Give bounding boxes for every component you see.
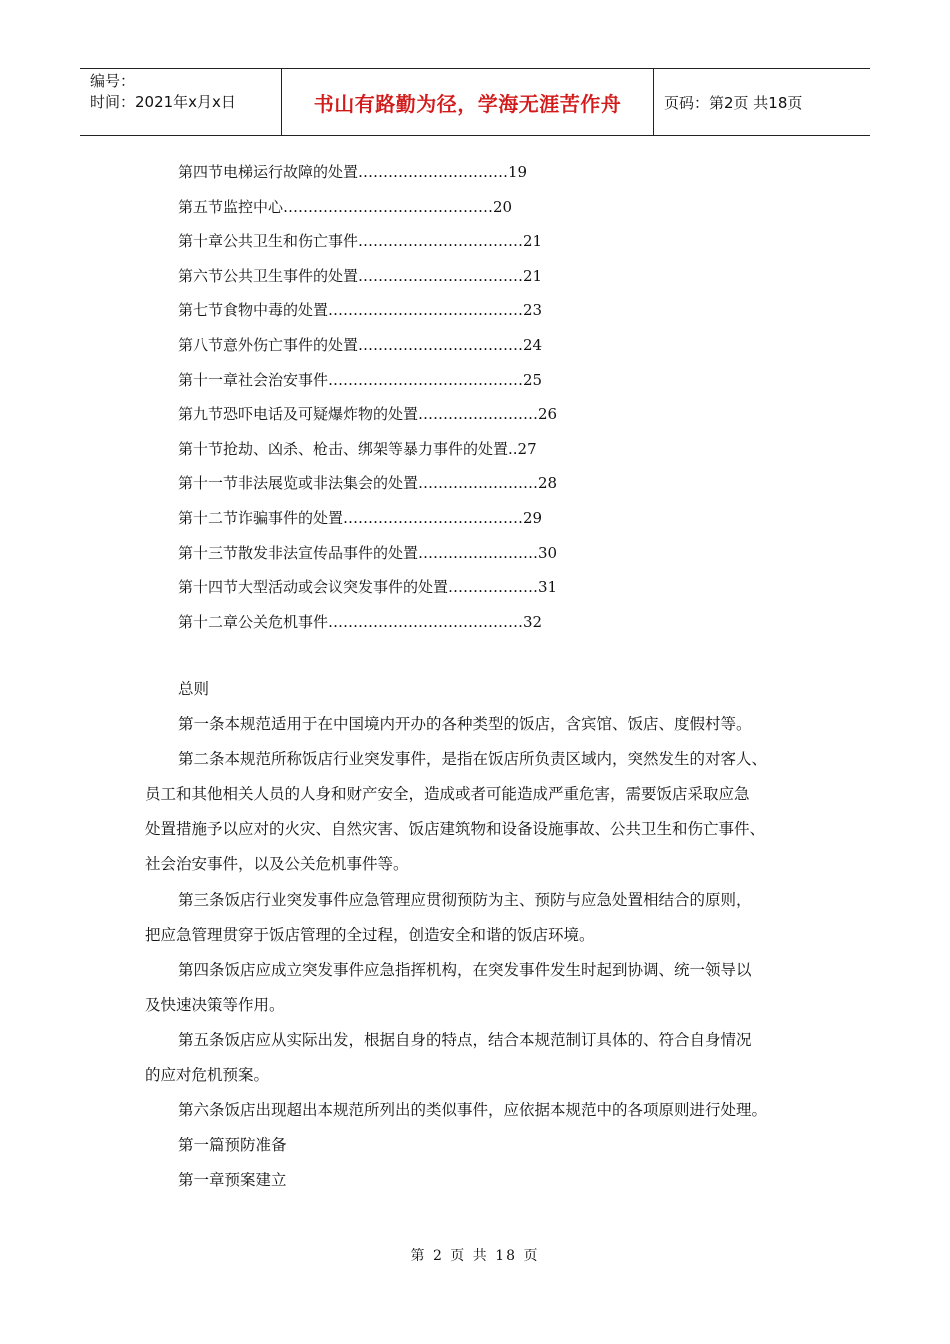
body-paragraph-line: 第六条饭店出现超出本规范所列出的类似事件，应依据本规范中的各项原则进行处理。 xyxy=(178,1101,768,1120)
table-of-contents xyxy=(178,158,818,642)
body-paragraph-line: 员工和其他相关人员的人身和财产安全，造成或者可能造成严重危害，需要饭店采取应急 xyxy=(145,785,750,804)
toc-entry: 第十三节散发非法宣传品事件的处置……………………30 xyxy=(178,543,558,562)
body-paragraph-line: 社会治安事件，以及公关危机事件等。 xyxy=(145,855,409,874)
toc-entry: 第十二章公关危机事件…………………………………32 xyxy=(178,612,543,631)
toc-entry: 第十章公共卫生和伤亡事件……………………………21 xyxy=(178,232,543,251)
body-paragraph-line: 第五条饭店应从实际出发，根据自身的特点，结合本规范制订具体的、符合自身情况 xyxy=(178,1030,752,1049)
toc-entry: 第十四节大型活动或会议突发事件的处置………………31 xyxy=(178,578,558,597)
header-motto: 书山有路勤为径，学海无涯苦作舟 xyxy=(282,69,654,135)
section-heading-general: 总则 xyxy=(178,680,210,698)
toc-entry: 第十二节诈骗事件的处置………………………………29 xyxy=(178,508,543,527)
body-paragraph-line: 处置措施予以应对的火灾、自然灾害、饭店建筑物和设备设施事故、公共卫生和伤亡事件、 xyxy=(145,820,766,839)
part-heading: 第一篇预防准备 xyxy=(178,1136,287,1155)
toc-entry: 第十一节非法展览或非法集会的处置……………………28 xyxy=(178,474,558,493)
toc-entry: 第七节食物中毒的处置…………………………………23 xyxy=(178,301,543,320)
body-paragraph-line: 的应对危机预案。 xyxy=(145,1066,270,1085)
document-body xyxy=(145,674,825,1200)
body-paragraph-line: 第三条饭店行业突发事件应急管理应贯彻预防为主、预防与应急处置相结合的原则， xyxy=(178,890,752,909)
page-header xyxy=(80,68,870,136)
toc-entry: 第四节电梯运行故障的处置…………………………19 xyxy=(178,163,528,181)
body-paragraph-line: 第四条饭店应成立突发事件应急指挥机构，在突发事件发生时起到协调、统一领导以 xyxy=(178,960,752,979)
body-paragraph-line: 及快速决策等作用。 xyxy=(145,995,285,1014)
toc-entry: 第六节公共卫生事件的处置……………………………21 xyxy=(178,266,543,285)
chapter-heading: 第一章预案建立 xyxy=(178,1171,287,1190)
toc-entry: 第十节抢劫、凶杀、枪击、绑架等暴力事件的处置..27 xyxy=(178,439,537,458)
document-date: 时间：2021年x月x日 xyxy=(90,93,236,111)
header-page-info: 页码：第2页 共18页 xyxy=(664,93,803,112)
toc-entry: 第八节意外伤亡事件的处置……………………………24 xyxy=(178,335,543,354)
header-meta xyxy=(80,69,282,135)
page-footer: 第 2 页 共 18 页 xyxy=(410,1248,540,1264)
toc-entry: 第五节监控中心……………………………………20 xyxy=(178,197,513,216)
body-paragraph-line: 把应急管理贯穿于饭店管理的全过程，创造安全和谐的饭店环境。 xyxy=(145,925,595,944)
document-number-label: 编号： xyxy=(90,72,136,90)
body-paragraph-line: 第一条本规范适用于在中国境内开办的各种类型的饭店，含宾馆、饭店、度假村等。 xyxy=(178,715,752,734)
toc-entry: 第九节恐吓电话及可疑爆炸物的处置……………………26 xyxy=(178,405,558,424)
body-paragraph-line: 第二条本规范所称饭店行业突发事件，是指在饭店所负责区域内，突然发生的对客人、 xyxy=(178,750,768,769)
toc-entry: 第十一章社会治安事件…………………………………25 xyxy=(178,370,543,389)
